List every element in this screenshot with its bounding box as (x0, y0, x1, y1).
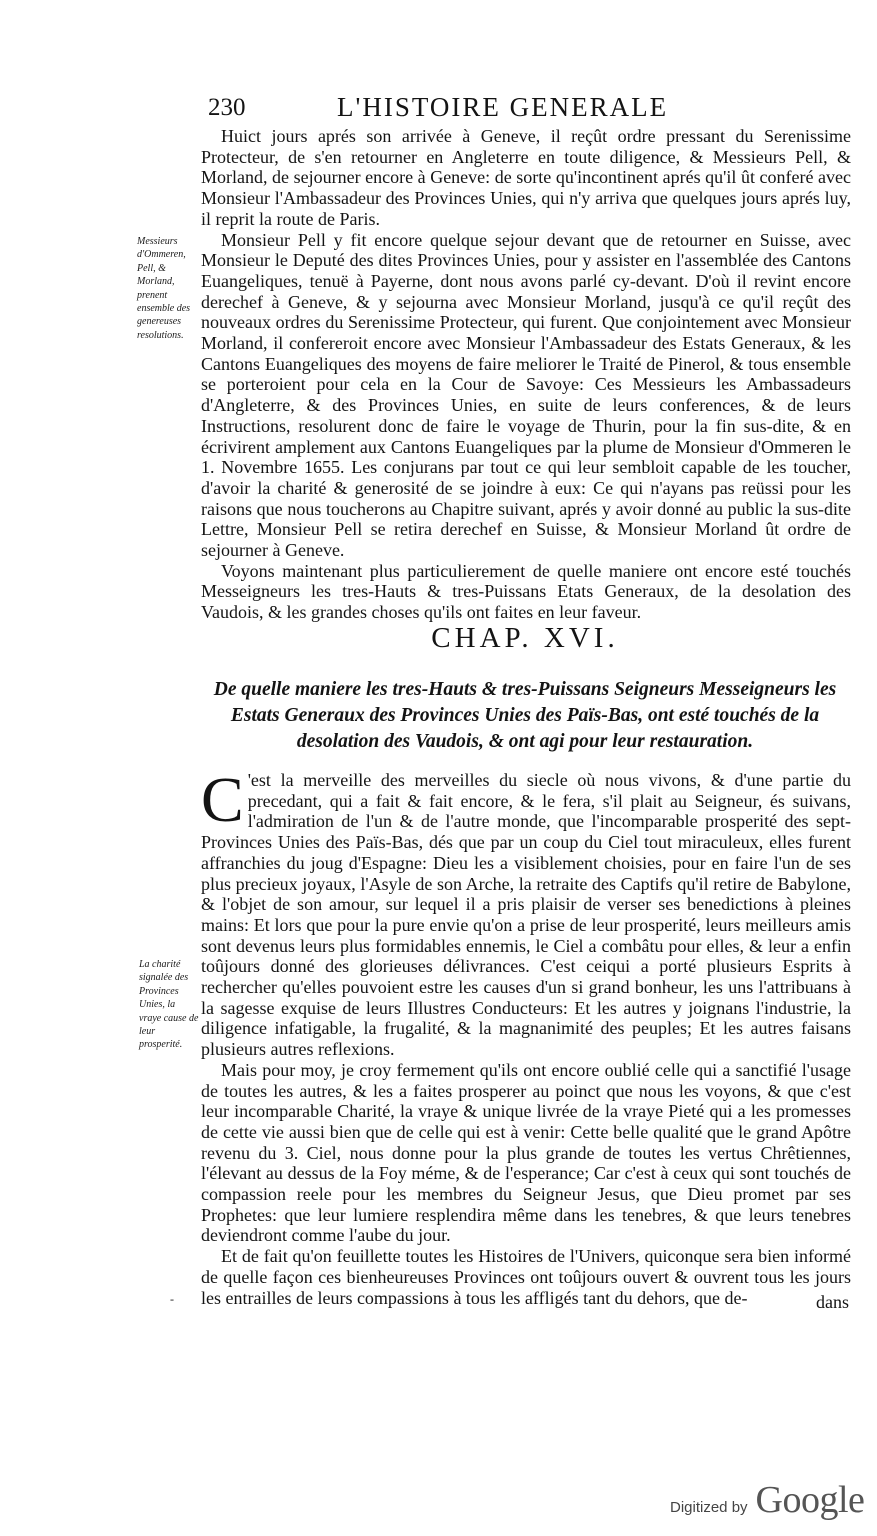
paragraph-merveille (201, 764, 851, 1060)
paragraph-merveille-text: 'est la merveille des merveilles du siecle où nous vivons, & d'une partie du precedant, qui a fait & fait encore, & le fera, s'il plait au Seigneur, és suivans, l'admiration de l'un & de l'autre monde, que l'incomparable prosperité des sept-Provinces Unies des Païs-Bas, dés que par un coup du Ciel tout miraculeux, elles furent affranchies du joug d'Espagne: Dieu les a visiblement choisies, pour en faire l'un de ses plus precieux joyaux, l'Asyle de son Arche, la retraite des Captifs qu'il retire de Babylone, & l'objet de son amour, sur lequel il a pris plaisir de verser ses benedictions à pleines mains: Et lors que pour la pure envie qu'on a prise de leur prosperité, leurs meilleurs amis sont devenus leurs plus formidables ennemis, le Ciel a combâtu pour elles, & leur a enfin toûjours donné des glorieuses délivrances. C'est ceiqui a porté plusieurs Esprits à rechercher qu'elles pouvoient estre les causes d'un si grand bonheur, les uns l'attribuans à la sagesse exquise de leurs Illustres Conducteurs: Et les autres y joignans l'industrie, la diligence infatigable, la frugalité, & la magnanimité des peuples; Et les autres faisans plusieurs autres reflexions. (201, 770, 851, 1060)
paragraph-charite: Mais pour moy, je croy fermement qu'ils ont encore oublié celle qui a sanctifié l'usage de toutes les autres, & les a faites prosperer au poinct que nous les voyons, & que c'est leur incomparable Charité, la vraye & unique livrée de la vraye Pieté qui a les promesses de cette vie aussi bien que de celle qui est à venir: Cette belle qualité que le grand Apôtre revenu du 3. Ciel, nous donne pour la plus grande de toutes les vertus Chrêtiennes, l'élevant au dessus de la Foy méme, & de l'esperance; Car c'est à ceux qui sont touchés de compassion reele pour les membres du Seigneur Jesus, que Dieu promet par ses Prophetes: que leur lumiere resplendira même dans les tenebres, & que leurs tenebres deviendront comme l'aube du jour. (201, 1059, 851, 1246)
paragraph-voyons-maintenant: Voyons maintenant plus particulierement de quelle maniere ont encore esté touchés Messeigneurs les tres-Hauts & tres-Puissans Etats Generaux, de la desolation des Vaudois, & les grandes choses qu'ils ont faites en leur faveur. (201, 560, 851, 623)
chapter-subtitle: De quelle maniere les tres-Hauts & tres-Puissans Seigneurs Messeigneurs les Estats Generaux des Provinces Unies des Païs-Bas, ont esté touchés de la desolation des Vaudois, & ont agi pour leur restauration. (213, 679, 837, 752)
catchword: dans (816, 1292, 849, 1312)
stray-mark: - (170, 1292, 174, 1306)
google-watermark (670, 1478, 864, 1522)
margin-note-charite: La charité signalée des Provinces Unies, la vraye cause de leur prosperité. (139, 959, 199, 1051)
running-head (200, 92, 852, 126)
page-number: 230 (208, 94, 246, 121)
running-title: L'HISTOIRE GENERALE (337, 92, 669, 122)
paragraph-return-to-england: Huict jours aprés son arrivée à Geneve, il reçût ordre pressant du Serenissime Protecteur, de s'en retourner en Angleterre en toute diligence, & Messieurs Pell, & Morland, de sejourner encore à Geneve: de sorte qu'incontinent aprés qu'il ût conferé avec Monsieur l'Ambassadeur des Provinces Unies, qui n'y arriva que quelques jours aprés luy, il reprit la route de Paris. (201, 126, 851, 229)
paragraph-histoires: Et de fait qu'on feuillette toutes les Histoires de l'Univers, quiconque sera bien informé de quelle façon ces bienheureuses Provinces ont toûjours ouvert & ouvrent tous les jours les entrailles de leurs compassions à tous les affligés tant du dehors, que de- (201, 1246, 851, 1308)
chapter-heading: CHAP. XVI. (431, 622, 619, 654)
paragraph-pell-sejour: Monsieur Pell y fit encore quelque sejour devant que de retourner en Suisse, avec Monsieur le Deputé des dites Provinces Unies, pour y assister en l'assemblée des Cantons Euangeliques, tenuë à Payerne, dont nous avons parlé cy-devant. D'où il revint encore derechef à Geneve, & y sejourna avec Monsieur Morland, jusqu'à ce qu'il reçût des nouveaux ordres du Serenissime Protecteur, qui furent. Que conjointement avec Monsieur Morland, il confereroit encore avec Monsieur l'Ambassadeur des Estats Generaux, & les Cantons Euangeliques des moyens de faire meliorer le Traité de Pinerol, & tous ensemble se porteroient pour cela en la Cour de Savoye: Ces Messieurs les Ambassadeurs d'Angleterre, & des Provinces Unies, en suite de leurs conferences, & de leurs Instructions, resolurent donc de faire le voyage de Thurin, pour la fin sus-dite, & en écrivirent amplement aux Cantons Euangeliques par la plume de Monsieur d'Ommeren le 1. Novembre 1655. Les conjurans par tout ce qui leur sembloit capable de les toucher, d'avoir la charité & generosité de se joindre à eux: Ce qui n'ayans pas reüssi pour les raisons que nous toucherons au Chapitre suivant, aprés y avoir donné au public la sus-dite Lettre, Monsieur Pell se retira derechef en Suisse, & Monsieur Morland ût ordre de sejourner à Geneve. (201, 229, 851, 561)
drop-cap: C (201, 764, 244, 835)
margin-note-resolutions: Messieurs d'Ommeren, Pell, & Morland, prenent ensemble des genereuses resolutions. (137, 236, 191, 341)
section-before-chapter (201, 126, 851, 623)
chapter-body (201, 764, 851, 1308)
digitized-by-label: Digitized by (670, 1499, 748, 1516)
google-logo: Google (755, 1479, 865, 1521)
